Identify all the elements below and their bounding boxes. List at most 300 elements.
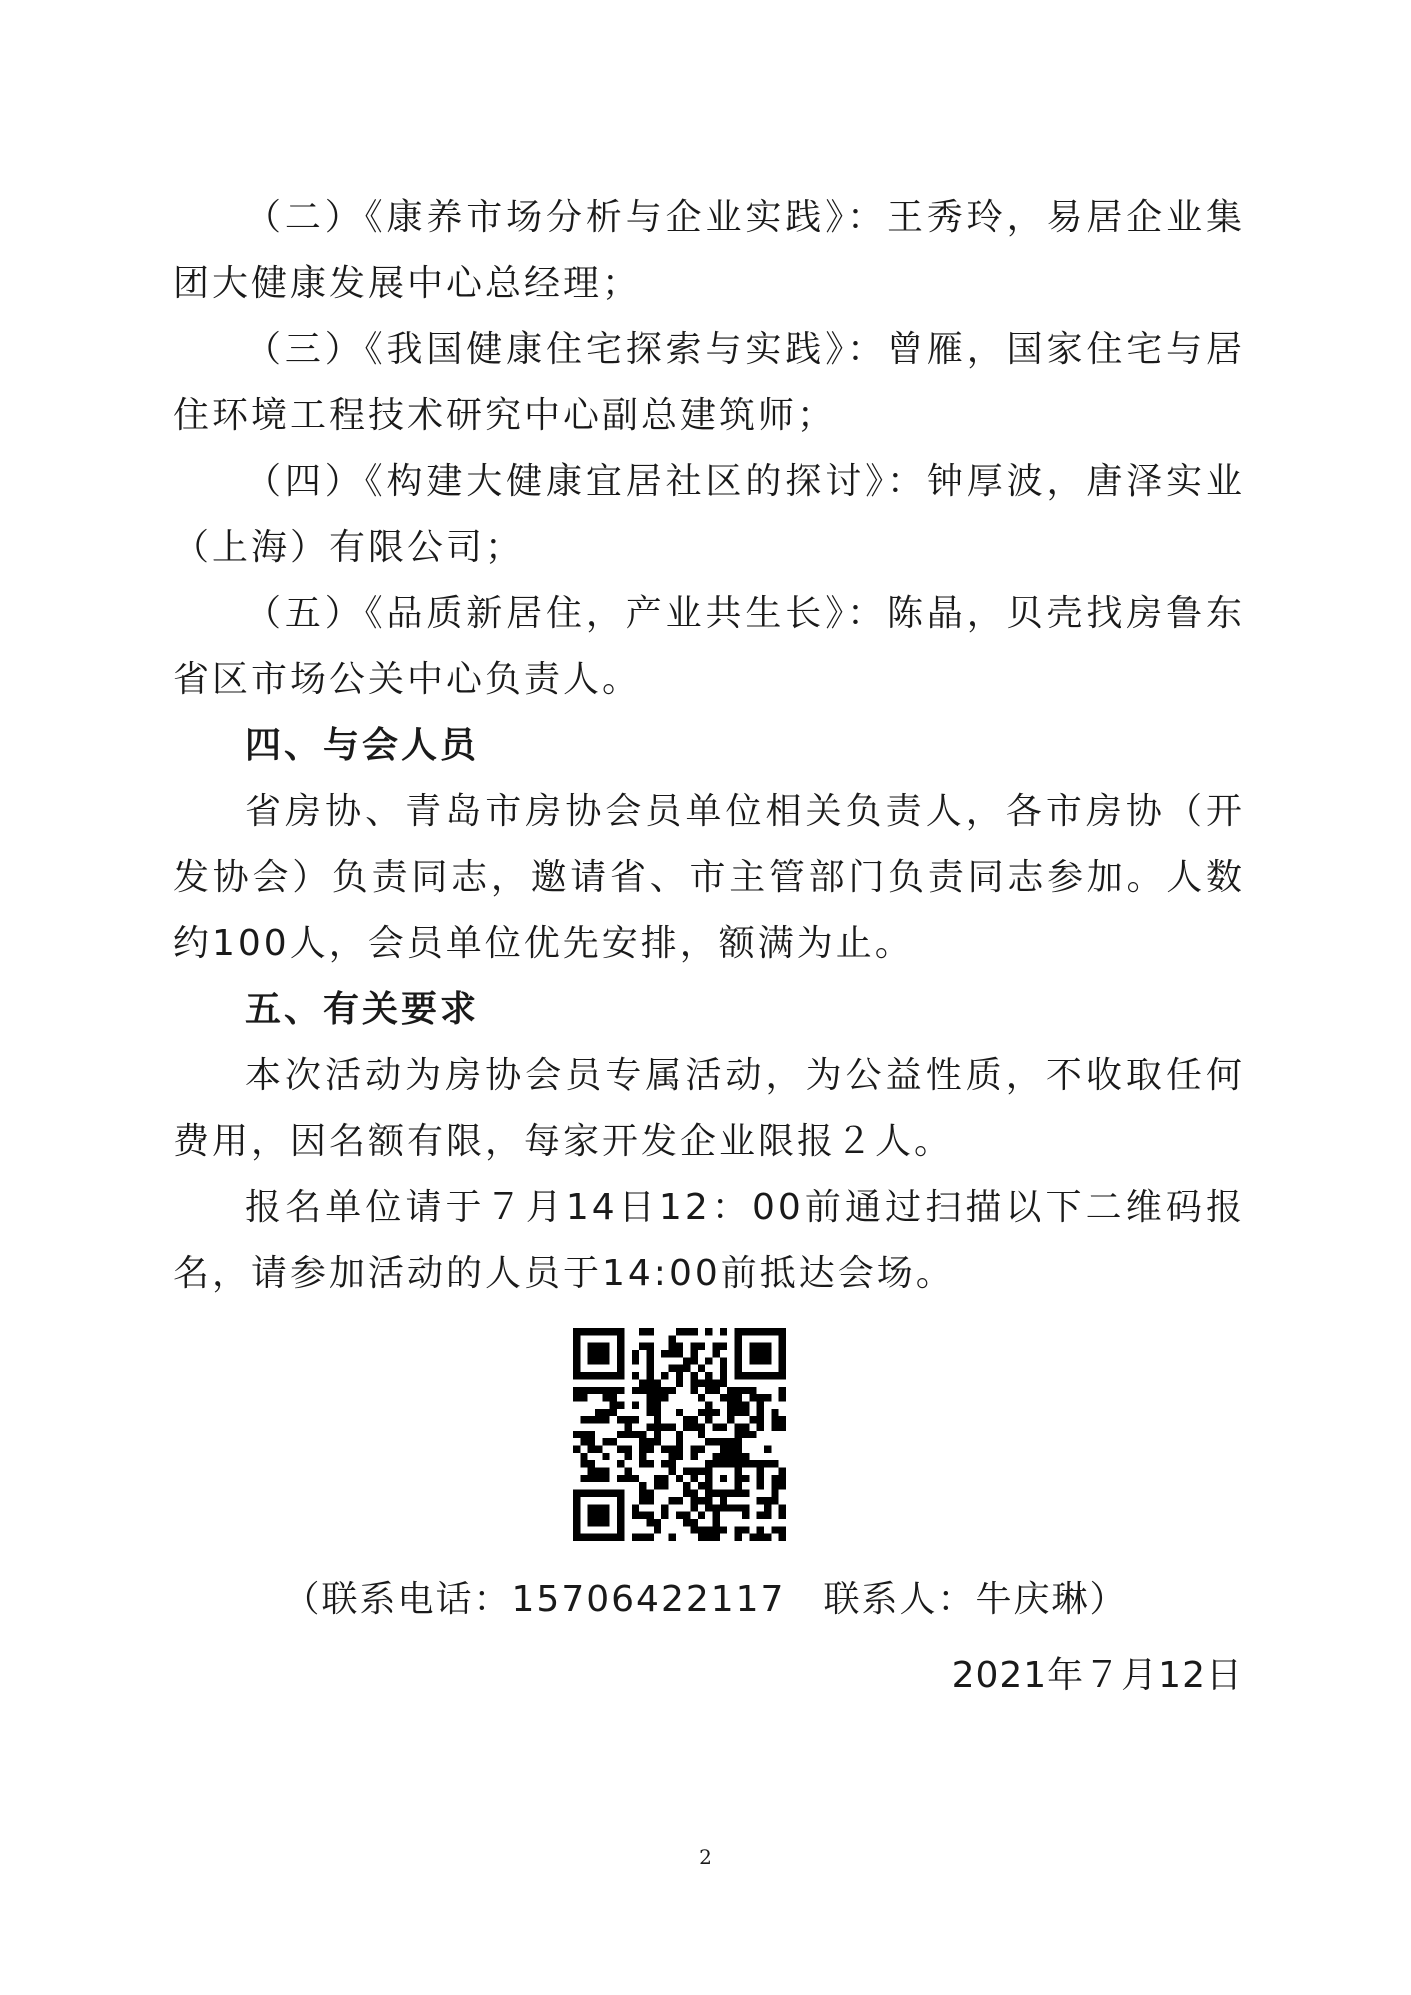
qr-module bbox=[595, 1372, 602, 1379]
qr-module bbox=[639, 1482, 646, 1489]
qr-module bbox=[668, 1335, 675, 1342]
qr-module bbox=[588, 1387, 595, 1394]
qr-module bbox=[573, 1446, 580, 1453]
qr-module bbox=[602, 1343, 609, 1350]
qr-module bbox=[764, 1394, 771, 1401]
qr-module bbox=[661, 1387, 668, 1394]
qr-module bbox=[749, 1394, 756, 1401]
qr-module bbox=[705, 1328, 712, 1335]
qr-module bbox=[771, 1423, 778, 1430]
qr-module bbox=[771, 1490, 778, 1497]
qr-module bbox=[654, 1387, 661, 1394]
qr-module bbox=[639, 1497, 646, 1504]
qr-module bbox=[735, 1438, 742, 1445]
qr-module bbox=[757, 1497, 764, 1504]
qr-module bbox=[624, 1446, 631, 1453]
qr-module bbox=[742, 1460, 749, 1467]
qr-module bbox=[720, 1357, 727, 1364]
qr-module bbox=[757, 1357, 764, 1364]
qr-module bbox=[602, 1357, 609, 1364]
qr-module bbox=[676, 1365, 683, 1372]
qr-module bbox=[757, 1423, 764, 1430]
qr-module bbox=[735, 1475, 742, 1482]
qr-module bbox=[588, 1468, 595, 1475]
qr-module bbox=[595, 1504, 602, 1511]
qr-module bbox=[713, 1379, 720, 1386]
qr-module bbox=[676, 1350, 683, 1357]
qr-module bbox=[639, 1460, 646, 1467]
qr-module bbox=[646, 1328, 653, 1335]
qr-module bbox=[617, 1534, 624, 1541]
qr-module bbox=[779, 1468, 786, 1475]
qr-module bbox=[573, 1328, 580, 1335]
qr-module bbox=[691, 1446, 698, 1453]
qr-module bbox=[683, 1423, 690, 1430]
qr-module bbox=[705, 1468, 712, 1475]
qr-module bbox=[595, 1534, 602, 1541]
qr-module bbox=[705, 1475, 712, 1482]
qr-module bbox=[779, 1423, 786, 1430]
qr-module bbox=[749, 1460, 756, 1467]
qr-module bbox=[610, 1328, 617, 1335]
qr-module bbox=[573, 1497, 580, 1504]
qr-module bbox=[639, 1490, 646, 1497]
registration-qr-code[interactable] bbox=[573, 1328, 786, 1541]
qr-module bbox=[749, 1534, 756, 1541]
qr-module bbox=[573, 1519, 580, 1526]
qr-module bbox=[720, 1504, 727, 1511]
qr-module bbox=[588, 1512, 595, 1519]
qr-module bbox=[683, 1328, 690, 1335]
qr-module bbox=[573, 1387, 580, 1394]
qr-module bbox=[757, 1409, 764, 1416]
qr-module bbox=[646, 1512, 653, 1519]
qr-module bbox=[705, 1379, 712, 1386]
qr-module bbox=[573, 1431, 580, 1438]
qr-module bbox=[735, 1482, 742, 1489]
qr-module bbox=[654, 1379, 661, 1386]
qr-module bbox=[713, 1504, 720, 1511]
qr-module bbox=[705, 1401, 712, 1408]
qr-module bbox=[580, 1460, 587, 1467]
qr-module bbox=[676, 1372, 683, 1379]
qr-module bbox=[632, 1504, 639, 1511]
qr-module bbox=[573, 1490, 580, 1497]
qr-module bbox=[779, 1512, 786, 1519]
qr-module bbox=[668, 1423, 675, 1430]
qr-module bbox=[617, 1401, 624, 1408]
qr-module bbox=[771, 1372, 778, 1379]
qr-module bbox=[757, 1328, 764, 1335]
qr-module bbox=[720, 1446, 727, 1453]
qr-module bbox=[676, 1446, 683, 1453]
qr-module bbox=[757, 1372, 764, 1379]
qr-module bbox=[757, 1350, 764, 1357]
qr-module bbox=[646, 1365, 653, 1372]
qr-module bbox=[713, 1460, 720, 1467]
qr-module bbox=[757, 1534, 764, 1541]
qr-module bbox=[742, 1526, 749, 1533]
qr-module bbox=[573, 1394, 580, 1401]
qr-module bbox=[683, 1468, 690, 1475]
qr-module bbox=[683, 1512, 690, 1519]
qr-module bbox=[698, 1379, 705, 1386]
qr-module bbox=[757, 1468, 764, 1475]
qr-module bbox=[771, 1409, 778, 1416]
qr-module bbox=[632, 1387, 639, 1394]
qr-module bbox=[624, 1431, 631, 1438]
qr-module bbox=[691, 1497, 698, 1504]
qr-module bbox=[646, 1519, 653, 1526]
qr-module bbox=[720, 1379, 727, 1386]
qr-module bbox=[713, 1534, 720, 1541]
qr-module bbox=[610, 1438, 617, 1445]
qr-module bbox=[639, 1387, 646, 1394]
qr-module bbox=[735, 1534, 742, 1541]
qr-module bbox=[602, 1350, 609, 1357]
qr-module bbox=[639, 1453, 646, 1460]
qr-module bbox=[720, 1526, 727, 1533]
qr-module bbox=[661, 1460, 668, 1467]
qr-module bbox=[632, 1357, 639, 1364]
paragraph-item-2: （二）《康养市场分析与企业实践》：王秀玲，易居企业集团大健康发展中心总经理； bbox=[173, 197, 1245, 304]
qr-module bbox=[602, 1394, 609, 1401]
qr-module bbox=[580, 1372, 587, 1379]
qr-module bbox=[588, 1446, 595, 1453]
qr-module bbox=[735, 1372, 742, 1379]
qr-module bbox=[757, 1460, 764, 1467]
qr-module bbox=[735, 1526, 742, 1533]
qr-module bbox=[779, 1372, 786, 1379]
qr-module bbox=[595, 1468, 602, 1475]
qr-module bbox=[683, 1490, 690, 1497]
qr-module bbox=[779, 1387, 786, 1394]
qr-module bbox=[705, 1409, 712, 1416]
qr-module bbox=[595, 1343, 602, 1350]
qr-module bbox=[588, 1504, 595, 1511]
qr-module bbox=[654, 1475, 661, 1482]
qr-module bbox=[588, 1460, 595, 1467]
paragraph-item-3: （三）《我国健康住宅探索与实践》：曾雁，国家住宅与居住环境工程技术研究中心副总建筑师； bbox=[173, 329, 1245, 436]
qr-module bbox=[720, 1365, 727, 1372]
qr-module bbox=[779, 1365, 786, 1372]
qr-module bbox=[742, 1372, 749, 1379]
qr-module bbox=[771, 1416, 778, 1423]
paragraph-requirements-signup: 报名单位请于７月14日12：00前通过扫描以下二维码报名，请参加活动的人员于14:00前抵达会场。 bbox=[173, 1187, 1245, 1294]
qr-module bbox=[617, 1519, 624, 1526]
qr-module bbox=[727, 1401, 734, 1408]
qr-module bbox=[595, 1350, 602, 1357]
qr-module bbox=[646, 1350, 653, 1357]
qr-module bbox=[779, 1343, 786, 1350]
paragraph-requirements-fee: 本次活动为房协会员专属活动，为公益性质，不收取任何费用，因名额有限，每家开发企业限报２人。 bbox=[173, 1055, 1245, 1162]
paragraph-attendees: 省房协、青岛市房协会员单位相关负责人，各市房协（开发协会）负责同志，邀请省、市主管部门负责同志参加。人数约100人，会员单位优先安排，额满为止。 bbox=[173, 791, 1245, 964]
qr-module bbox=[705, 1372, 712, 1379]
qr-module bbox=[735, 1409, 742, 1416]
qr-module bbox=[668, 1460, 675, 1467]
qr-module bbox=[617, 1416, 624, 1423]
qr-module bbox=[705, 1482, 712, 1489]
qr-module bbox=[632, 1431, 639, 1438]
qr-module bbox=[602, 1534, 609, 1541]
qr-module bbox=[771, 1526, 778, 1533]
qr-module bbox=[727, 1438, 734, 1445]
qr-module bbox=[764, 1446, 771, 1453]
qr-module bbox=[757, 1394, 764, 1401]
qr-module bbox=[617, 1512, 624, 1519]
qr-module bbox=[735, 1431, 742, 1438]
qr-module bbox=[727, 1504, 734, 1511]
qr-module bbox=[580, 1475, 587, 1482]
qr-module bbox=[705, 1387, 712, 1394]
qr-module bbox=[764, 1512, 771, 1519]
qr-module bbox=[632, 1512, 639, 1519]
qr-module bbox=[764, 1460, 771, 1467]
qr-module bbox=[661, 1504, 668, 1511]
qr-module bbox=[617, 1328, 624, 1335]
qr-module bbox=[573, 1512, 580, 1519]
qr-module bbox=[705, 1534, 712, 1541]
qr-module bbox=[676, 1497, 683, 1504]
qr-module bbox=[610, 1372, 617, 1379]
qr-module bbox=[573, 1372, 580, 1379]
qr-module bbox=[691, 1468, 698, 1475]
qr-module bbox=[654, 1409, 661, 1416]
qr-module bbox=[610, 1490, 617, 1497]
qr-module bbox=[698, 1512, 705, 1519]
qr-module bbox=[691, 1475, 698, 1482]
qr-module bbox=[632, 1534, 639, 1541]
qr-module bbox=[764, 1328, 771, 1335]
qr-module bbox=[639, 1512, 646, 1519]
qr-module bbox=[735, 1490, 742, 1497]
qr-module bbox=[727, 1490, 734, 1497]
qr-module bbox=[691, 1372, 698, 1379]
qr-module bbox=[713, 1423, 720, 1430]
qr-module bbox=[624, 1416, 631, 1423]
qr-module bbox=[646, 1401, 653, 1408]
qr-module bbox=[602, 1504, 609, 1511]
qr-module bbox=[779, 1357, 786, 1364]
qr-module bbox=[757, 1475, 764, 1482]
qr-module bbox=[698, 1343, 705, 1350]
qr-module bbox=[713, 1490, 720, 1497]
qr-module bbox=[764, 1357, 771, 1364]
qr-module bbox=[713, 1387, 720, 1394]
qr-module bbox=[742, 1423, 749, 1430]
qr-module bbox=[698, 1431, 705, 1438]
qr-module bbox=[588, 1357, 595, 1364]
qr-module bbox=[720, 1490, 727, 1497]
qr-module bbox=[705, 1504, 712, 1511]
qr-module bbox=[610, 1387, 617, 1394]
section-heading-attendees: 四、与会人员 bbox=[245, 725, 480, 766]
qr-module bbox=[595, 1409, 602, 1416]
qr-module bbox=[698, 1394, 705, 1401]
qr-module bbox=[735, 1394, 742, 1401]
qr-module bbox=[617, 1526, 624, 1533]
qr-module bbox=[771, 1475, 778, 1482]
qr-module bbox=[676, 1409, 683, 1416]
qr-module bbox=[610, 1401, 617, 1408]
qr-module bbox=[580, 1416, 587, 1423]
qr-module bbox=[580, 1328, 587, 1335]
qr-module bbox=[646, 1394, 653, 1401]
qr-module bbox=[757, 1526, 764, 1533]
contact-info: （联系电话：15706422117 联系人：牛庆琳） bbox=[283, 1579, 1128, 1620]
qr-module bbox=[646, 1460, 653, 1467]
qr-module bbox=[683, 1365, 690, 1372]
qr-module bbox=[749, 1387, 756, 1394]
qr-module bbox=[764, 1504, 771, 1511]
qr-module bbox=[720, 1343, 727, 1350]
qr-module bbox=[720, 1460, 727, 1467]
qr-module bbox=[779, 1335, 786, 1342]
qr-module bbox=[646, 1387, 653, 1394]
qr-module bbox=[588, 1328, 595, 1335]
qr-module bbox=[661, 1394, 668, 1401]
qr-module bbox=[588, 1519, 595, 1526]
qr-module bbox=[698, 1497, 705, 1504]
section-heading-requirements: 五、有关要求 bbox=[245, 989, 480, 1030]
qr-module bbox=[661, 1446, 668, 1453]
qr-module bbox=[691, 1453, 698, 1460]
qr-module bbox=[764, 1350, 771, 1357]
qr-module bbox=[742, 1387, 749, 1394]
qr-module bbox=[691, 1350, 698, 1357]
qr-module bbox=[602, 1490, 609, 1497]
qr-module bbox=[639, 1431, 646, 1438]
qr-module bbox=[573, 1504, 580, 1511]
qr-module bbox=[779, 1482, 786, 1489]
qr-module bbox=[602, 1475, 609, 1482]
qr-module bbox=[749, 1343, 756, 1350]
qr-module bbox=[713, 1453, 720, 1460]
qr-module bbox=[617, 1475, 624, 1482]
qr-module bbox=[757, 1512, 764, 1519]
qr-module bbox=[632, 1350, 639, 1357]
qr-module bbox=[646, 1372, 653, 1379]
qr-module bbox=[757, 1401, 764, 1408]
qr-module bbox=[654, 1416, 661, 1423]
qr-module bbox=[639, 1438, 646, 1445]
qr-module bbox=[764, 1497, 771, 1504]
qr-module bbox=[595, 1519, 602, 1526]
qr-module bbox=[735, 1335, 742, 1342]
qr-module bbox=[602, 1512, 609, 1519]
qr-module bbox=[691, 1519, 698, 1526]
qr-module bbox=[573, 1357, 580, 1364]
qr-module bbox=[742, 1490, 749, 1497]
qr-module bbox=[735, 1328, 742, 1335]
qr-module bbox=[735, 1350, 742, 1357]
qr-module bbox=[779, 1350, 786, 1357]
qr-module bbox=[720, 1438, 727, 1445]
qr-module bbox=[646, 1497, 653, 1504]
qr-module bbox=[639, 1379, 646, 1386]
qr-module bbox=[742, 1401, 749, 1408]
qr-module bbox=[624, 1468, 631, 1475]
qr-module bbox=[735, 1387, 742, 1394]
qr-module bbox=[771, 1482, 778, 1489]
qr-module bbox=[617, 1335, 624, 1342]
qr-module bbox=[720, 1372, 727, 1379]
qr-module bbox=[646, 1438, 653, 1445]
qr-module bbox=[617, 1372, 624, 1379]
qr-module bbox=[595, 1490, 602, 1497]
qr-module bbox=[602, 1409, 609, 1416]
qr-module bbox=[698, 1526, 705, 1533]
qr-module bbox=[639, 1328, 646, 1335]
qr-module bbox=[624, 1453, 631, 1460]
qr-module bbox=[735, 1504, 742, 1511]
qr-module bbox=[676, 1475, 683, 1482]
qr-module bbox=[698, 1365, 705, 1372]
qr-module bbox=[595, 1475, 602, 1482]
qr-module bbox=[617, 1357, 624, 1364]
qr-module bbox=[683, 1416, 690, 1423]
qr-module bbox=[676, 1431, 683, 1438]
qr-module bbox=[713, 1519, 720, 1526]
qr-module bbox=[742, 1431, 749, 1438]
qr-module bbox=[691, 1526, 698, 1533]
qr-module bbox=[573, 1365, 580, 1372]
qr-module bbox=[646, 1423, 653, 1430]
qr-module bbox=[735, 1401, 742, 1408]
qr-module bbox=[771, 1328, 778, 1335]
qr-module bbox=[595, 1416, 602, 1423]
qr-module bbox=[742, 1409, 749, 1416]
qr-module bbox=[588, 1343, 595, 1350]
qr-module bbox=[668, 1387, 675, 1394]
paragraph-item-4: （四）《构建大健康宜居社区的探讨》：钟厚波，唐泽实业（上海）有限公司； bbox=[173, 461, 1245, 568]
qr-module bbox=[735, 1365, 742, 1372]
qr-module bbox=[668, 1365, 675, 1372]
qr-module bbox=[720, 1475, 727, 1482]
qr-module bbox=[610, 1534, 617, 1541]
qr-module bbox=[683, 1482, 690, 1489]
qr-module bbox=[713, 1409, 720, 1416]
page-number: 2 bbox=[699, 1845, 712, 1869]
qr-module bbox=[705, 1497, 712, 1504]
qr-module bbox=[742, 1512, 749, 1519]
qr-module bbox=[735, 1423, 742, 1430]
paragraph-item-5: （五）《品质新居住，产业共生长》：陈晶，贝壳找房鲁东省区市场公关中心负责人。 bbox=[173, 593, 1245, 700]
qr-module bbox=[705, 1526, 712, 1533]
qr-module bbox=[676, 1328, 683, 1335]
qr-module bbox=[595, 1328, 602, 1335]
qr-module bbox=[639, 1343, 646, 1350]
qr-module bbox=[742, 1328, 749, 1335]
qr-module bbox=[691, 1490, 698, 1497]
qr-module bbox=[727, 1460, 734, 1467]
qr-module bbox=[705, 1438, 712, 1445]
qr-module bbox=[617, 1343, 624, 1350]
qr-module bbox=[646, 1490, 653, 1497]
qr-module bbox=[617, 1365, 624, 1372]
qr-module bbox=[646, 1357, 653, 1364]
qr-module bbox=[602, 1416, 609, 1423]
qr-module bbox=[654, 1394, 661, 1401]
qr-module bbox=[580, 1387, 587, 1394]
qr-module bbox=[632, 1401, 639, 1408]
qr-module bbox=[764, 1343, 771, 1350]
qr-module bbox=[691, 1416, 698, 1423]
qr-module bbox=[749, 1350, 756, 1357]
qr-module bbox=[705, 1490, 712, 1497]
qr-module bbox=[668, 1343, 675, 1350]
qr-module bbox=[617, 1431, 624, 1438]
